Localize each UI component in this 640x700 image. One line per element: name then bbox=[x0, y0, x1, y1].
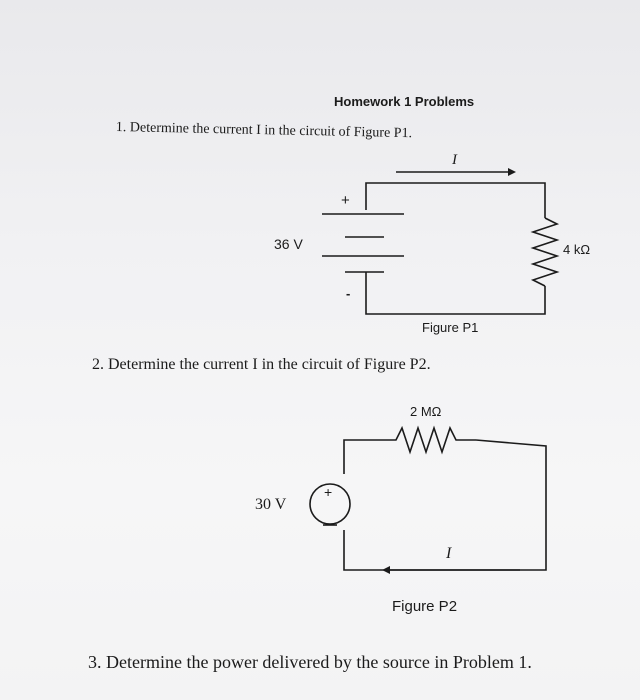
figure-p1-circuit bbox=[322, 168, 557, 314]
p1-arrow-head bbox=[508, 168, 516, 176]
p1-plus-label: + bbox=[341, 192, 350, 209]
p2-left-top-wire bbox=[344, 440, 380, 474]
problem-3-text: 3. Determine the power delivered by the source in Problem 1. bbox=[88, 652, 532, 672]
p2-source-label: 30 V bbox=[255, 496, 287, 513]
problem-1-text: 1. Determine the current I in the circuit of Figure P1. bbox=[115, 120, 413, 142]
p1-source-label: 36 V bbox=[274, 236, 303, 252]
figure-p2-circuit bbox=[310, 428, 546, 574]
p1-bottom-wire bbox=[366, 272, 545, 314]
p1-resistor-label: 4 kΩ bbox=[563, 242, 591, 257]
p2-arrow-head bbox=[382, 566, 390, 574]
p2-figure-caption: Figure P2 bbox=[392, 598, 458, 615]
p1-minus-label: - bbox=[346, 286, 351, 301]
p2-right-wire bbox=[344, 440, 546, 570]
p2-current-label: I bbox=[446, 545, 452, 562]
page-title: Homework 1 Problems bbox=[334, 94, 475, 109]
p2-resistor-2M bbox=[380, 428, 476, 452]
p1-resistor-4k bbox=[533, 218, 557, 286]
p1-figure-caption: Figure P1 bbox=[422, 320, 479, 335]
p1-current-label: I bbox=[452, 152, 457, 168]
p1-top-wire bbox=[366, 183, 545, 218]
problem-2-text: 2. Determine the current I in the circuit of Figure P2. bbox=[92, 356, 431, 373]
p2-plus-label: + bbox=[324, 484, 333, 500]
p2-resistor-label: 2 MΩ bbox=[410, 404, 442, 419]
